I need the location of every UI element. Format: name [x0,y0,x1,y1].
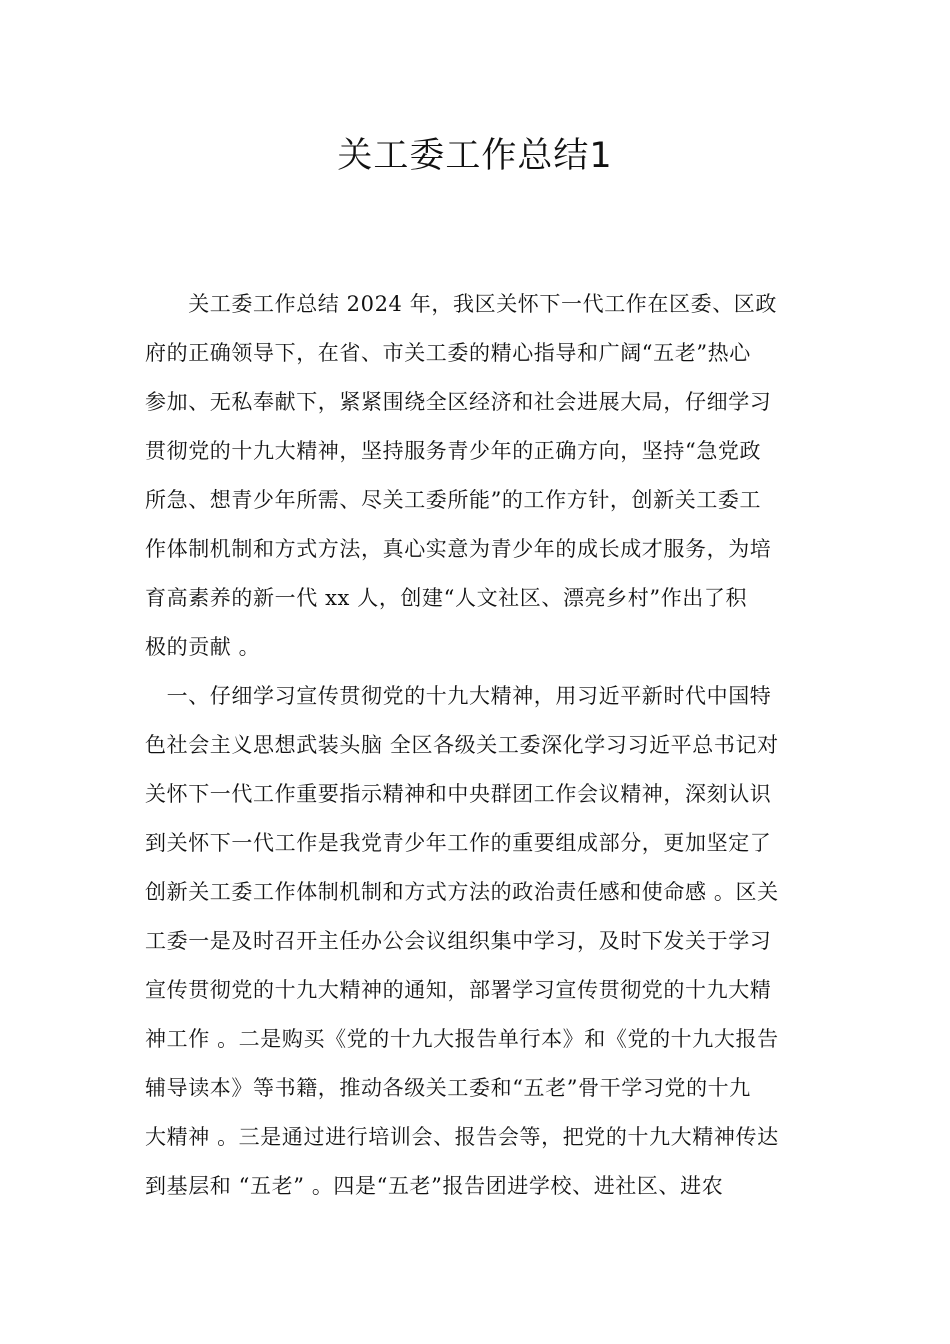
text-line: 育高素养的新一代 xx 人，创建“人文社区、漂亮乡村”作出了积 [145,586,748,610]
text-line: 极的贡献 。 [145,635,261,659]
text-line: 到基层和 “五老” 。四是“五老”报告团进学校、进社区、进农 [145,1174,724,1198]
text-line: 辅导读本》等书籍，推动各级关工委和“五老”骨干学习党的十九 [145,1076,751,1100]
text-line: 关工委工作总结 2024 年，我区关怀下一代工作在区委、区政 [145,292,777,316]
text-line: 参加、无私奉献下，紧紧围绕全区经济和社会进展大局，仔细学习 [145,390,772,414]
text-line: 所急、想青少年所需、尽关工委所能”的工作方针，创新关工委工 [145,488,762,512]
text-line: 色社会主义思想武装头脑 全区各级关工委深化学习习近平总书记对 [145,733,779,757]
text-line: 创新关工委工作体制机制和方式方法的政治责任感和使命感 。区关 [145,880,779,904]
text-line: 大精神 。三是通过进行培训会、报告会等，把党的十九大精神传达 [145,1125,779,1149]
page-title: 关工委工作总结1 [337,136,613,176]
text-line: 一、仔细学习宣传贯彻党的十九大精神，用习近平新时代中国特 [145,684,772,708]
text-line: 作体制机制和方式方法，真心实意为青少年的成长成才服务，为培 [145,537,772,561]
text-line: 关怀下一代工作重要指示精神和中央群团工作会议精神，深刻认识 [145,782,772,806]
text-line: 宣传贯彻党的十九大精神的通知，部署学习宣传贯彻党的十九大精 [145,978,772,1002]
text-line: 府的正确领导下，在省、市关工委的精心指导和广阔“五老”热心 [145,341,751,365]
text-line: 工委一是及时召开主任办公会议组织集中学习，及时下发关于学习 [145,929,772,953]
text-line: 到关怀下一代工作是我党青少年工作的重要组成部分，更加坚定了 [145,831,772,855]
document-body [145,280,805,1211]
text-line: 贯彻党的十九大精神，坚持服务青少年的正确方向，坚持“急党政 [145,439,762,463]
text-line: 神工作 。二是购买《党的十九大报告单行本》和《党的十九大报告 [145,1027,779,1051]
